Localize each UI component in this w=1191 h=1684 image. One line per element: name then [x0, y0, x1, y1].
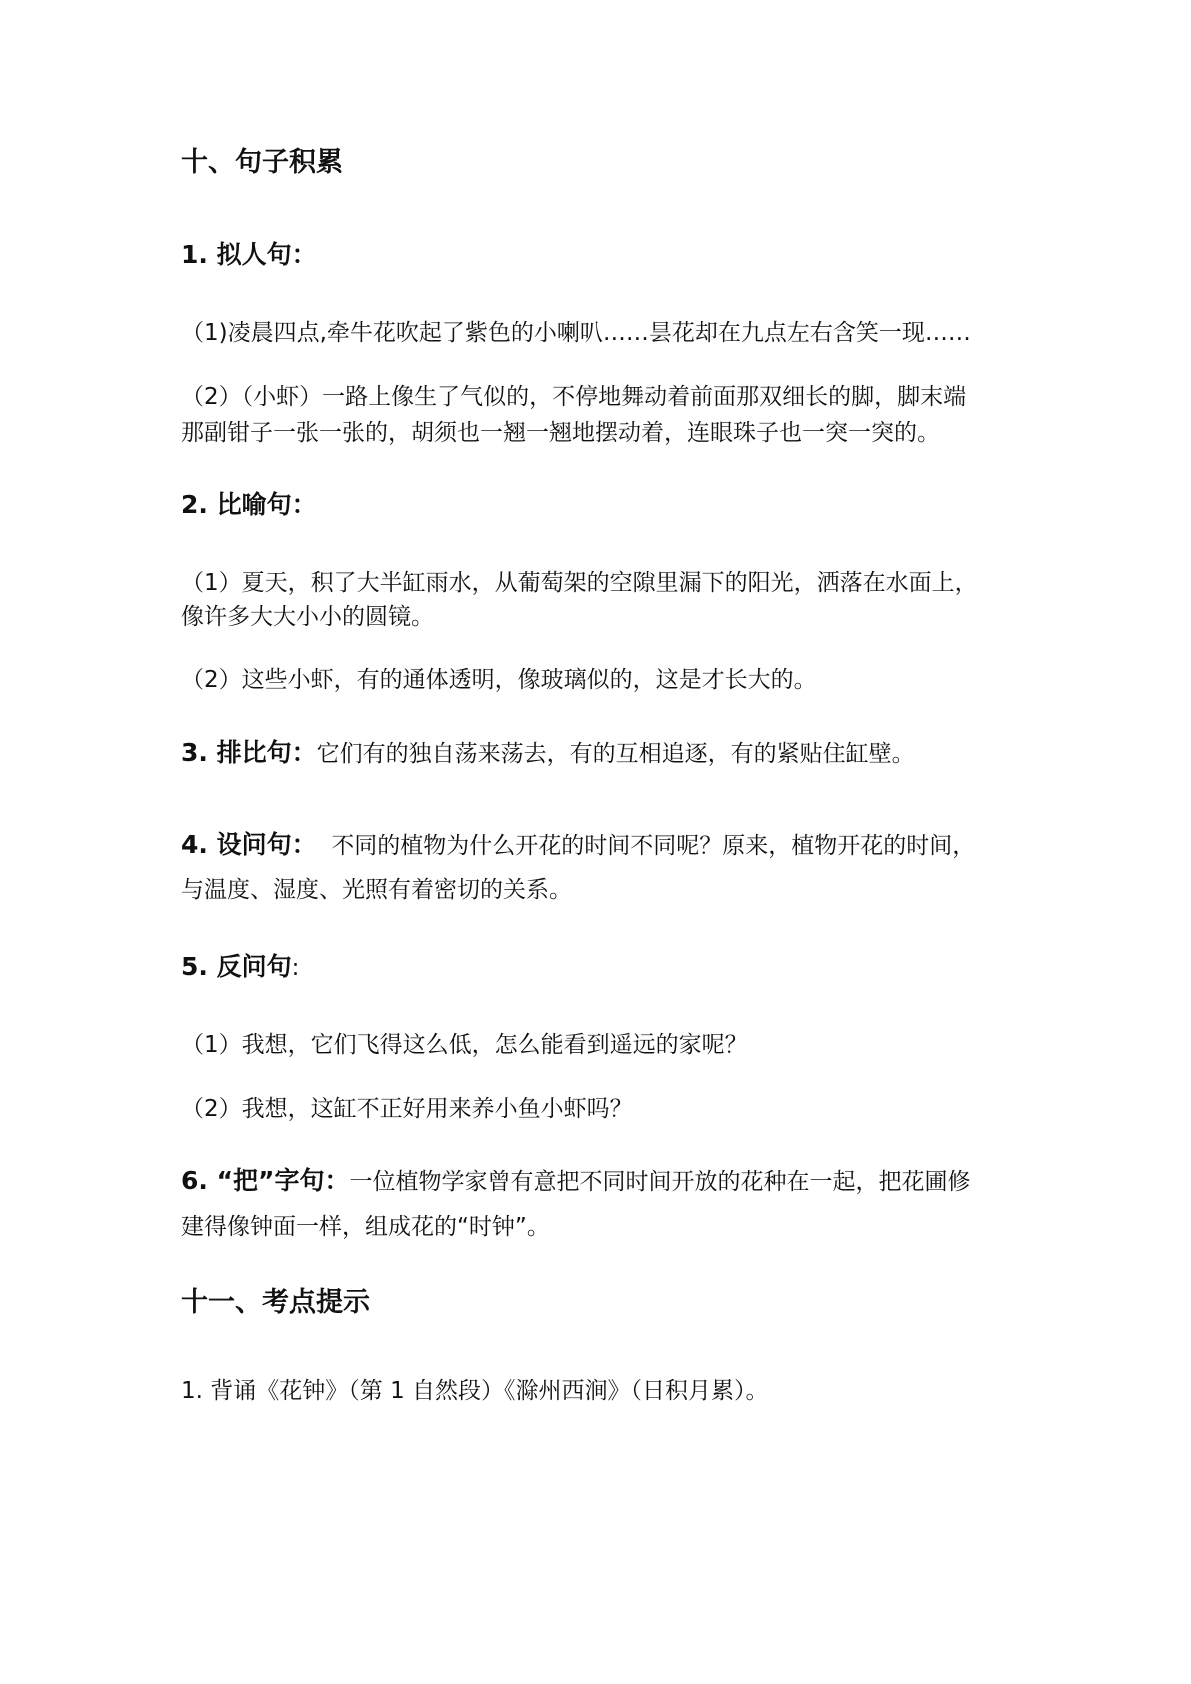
- simile-item-1-line-2: 像许多大大小小的圆镜。: [181, 604, 434, 630]
- heading-simile: 2. 比喻句：: [181, 490, 317, 519]
- ba-sentence-text-2: 建得像钟面一样，组成花的“时钟”。: [181, 1214, 550, 1240]
- counter-question-colon: :: [291, 955, 300, 981]
- heading-personification: 1. 拟人句：: [181, 240, 317, 269]
- heading-counter-question: 5. 反问句: [181, 952, 292, 981]
- personification-item-2-line-1: （2）（小虾）一路上像生了气似的，不停地舞动着前面那双细长的脚，脚末端: [181, 384, 967, 410]
- simile-item-2: （2）这些小虾，有的通体透明，像玻璃似的，这是才长大的。: [181, 667, 817, 693]
- rhetorical-question-line-1: [181, 830, 975, 861]
- ba-sentence-line-1: [181, 1166, 970, 1197]
- heading-parallelism: 3. 排比句：: [181, 738, 317, 767]
- rhetorical-question-text-2: 与温度、湿度、光照有着密切的关系。: [181, 877, 572, 903]
- section-title-exam-tips: 十一、考点提示: [181, 1287, 370, 1318]
- counter-question-heading-line: [181, 952, 299, 983]
- parallelism-line: [181, 738, 915, 769]
- parallelism-text: 它们有的独自荡来荡去，有的互相追逐，有的紧贴住缸壁。: [316, 741, 915, 767]
- ba-sentence-text-1: 一位植物学家曾有意把不同时间开放的花种在一起，把花圃修: [349, 1169, 971, 1195]
- heading-rhetorical-question: 4. 设问句：: [181, 830, 317, 859]
- section-title-sentence-accumulation: 十、句子积累: [181, 147, 343, 178]
- simile-item-1-line-1: （1）夏天，积了大半缸雨水，从葡萄架的空隙里漏下的阳光，洒落在水面上，: [181, 570, 978, 596]
- personification-item-1: （1)凌晨四点,牵牛花吹起了紫色的小喇叭……昙花却在九点左右含笑一现……: [181, 320, 971, 346]
- counter-question-item-2: （2）我想，这缸不正好用来养小鱼小虾吗？: [181, 1096, 633, 1122]
- exam-tip-item-1: 1. 背诵《花钟》（第 1 自然段）《滁州西涧》（日积月累）。: [181, 1378, 769, 1404]
- rhetorical-question-text-1: 不同的植物为什么开花的时间不同呢？原来，植物开花的时间，: [316, 833, 976, 859]
- heading-ba-sentence: 6. “把”字句：: [181, 1166, 350, 1195]
- personification-item-2-line-2: 那副钳子一张一张的，胡须也一翘一翘地摆动着，连眼珠子也一突一突的。: [181, 420, 940, 446]
- counter-question-item-1: （1）我想，它们飞得这么低，怎么能看到遥远的家呢？: [181, 1032, 748, 1058]
